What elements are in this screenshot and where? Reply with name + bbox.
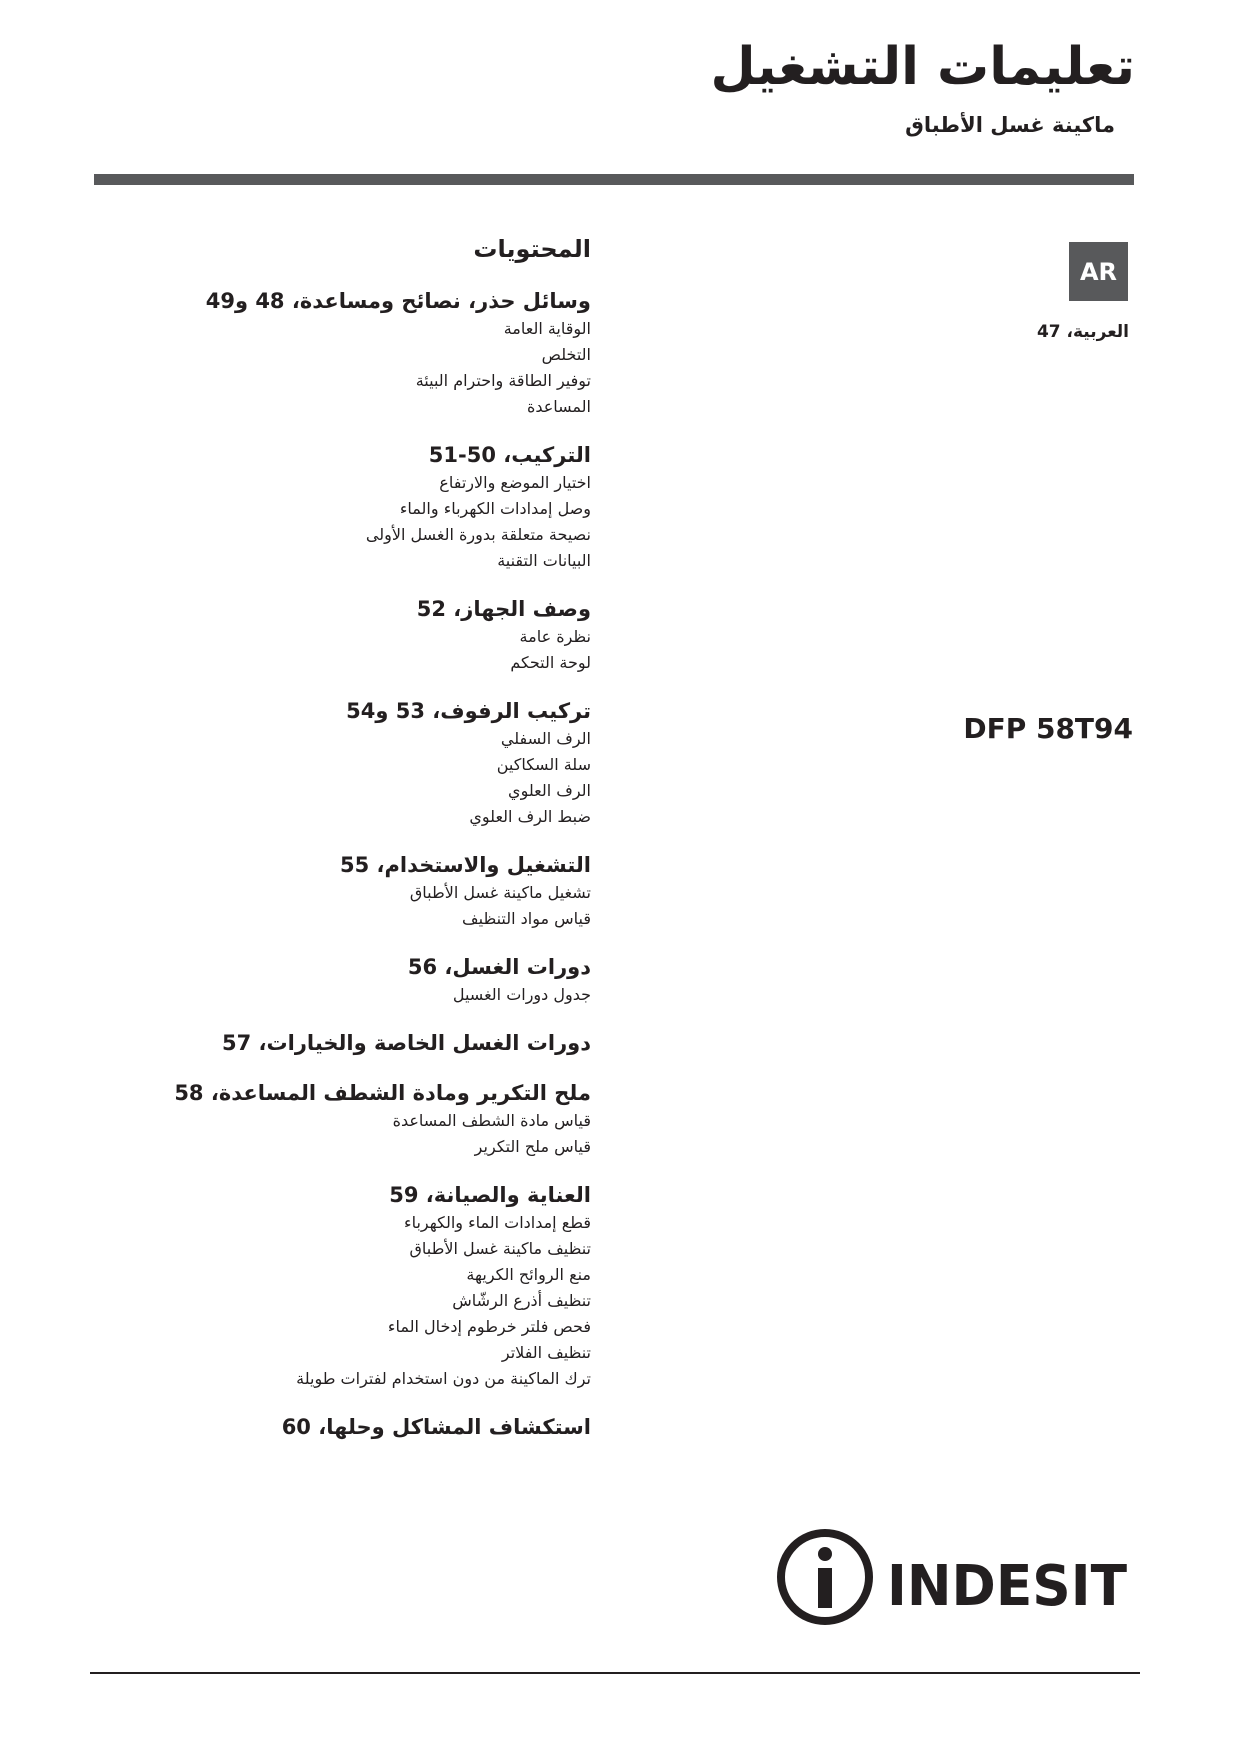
toc-section-title: ملح التكرير ومادة الشطف المساعدة، 58 [174,1081,591,1105]
toc-item: البيانات التقنية [497,551,591,570]
toc-section [171,286,591,420]
toc-section-title: تركيب الرفوف، 53 و54 [346,699,591,723]
table-of-contents [171,232,591,1462]
toc-item: منع الروائح الكريهة [466,1265,591,1284]
toc-section-title: دورات الغسل الخاصة والخيارات، 57 [222,1031,591,1055]
toc-item: تنظيف الفلاتر [501,1343,591,1362]
toc-item: توفير الطاقة واحترام البيئة [415,371,591,390]
toc-section [171,696,591,830]
toc-item: الوقاية العامة [503,319,591,338]
toc-item: وصل إمدادات الكهرباء والماء [399,499,591,518]
toc-section-title: وسائل حذر، نصائح ومساعدة، 48 و49 [205,289,591,313]
toc-item: قياس ملح التكرير [474,1137,591,1156]
logo-dot-icon [818,1547,832,1561]
toc-item: سلة السكاكين [496,755,591,774]
toc-section-title: استكشاف المشاكل وحلها، 60 [281,1415,591,1439]
toc-item: قياس مواد التنظيف [462,909,591,928]
bottom-divider [90,1672,1140,1674]
toc-item: المساعدة [526,397,591,416]
logo-stem-icon [818,1568,832,1608]
toc-sections [171,286,591,1442]
toc-section-title: دورات الغسل، 56 [407,955,591,979]
toc-item: قياس مادة الشطف المساعدة [392,1111,591,1130]
toc-item: لوحة التحكم [510,653,591,672]
toc-item: تنظيف أذرع الرشّاش [452,1291,591,1310]
toc-item: الرف السفلي [500,729,591,748]
toc-section [171,1078,591,1160]
brand-name: INDESIT [887,1554,1127,1619]
toc-section [171,1412,591,1442]
toc-section [171,1028,591,1058]
toc-heading: المحتويات [473,235,591,263]
toc-item: ترك الماكينة من دون استخدام لفترات طويلة [296,1369,591,1388]
model-number: DFP 58T94 [963,712,1133,745]
toc-item: نظرة عامة [519,627,591,646]
language-badge: AR [1069,242,1128,301]
toc-section [171,440,591,574]
toc-section [171,1180,591,1392]
indesit-logo [775,1527,1130,1627]
toc-item: ضبط الرف العلوي [469,807,591,826]
top-divider [94,174,1134,185]
toc-section-title: العناية والصيانة، 59 [389,1183,591,1207]
toc-item: تنظيف ماكينة غسل الأطباق [409,1239,591,1258]
toc-item: جدول دورات الغسيل [452,985,591,1004]
toc-section-title: التشغيل والاستخدام، 55 [340,853,591,877]
page-title: تعليمات التشغيل [710,37,1135,97]
toc-item: نصيحة متعلقة بدورة الغسل الأولى [365,525,591,544]
toc-item: فحص فلتر خرطوم إدخال الماء [387,1317,591,1336]
page-subtitle: ماكينة غسل الأطباق [905,113,1115,137]
toc-section [171,594,591,676]
toc-item: الرف العلوي [508,781,591,800]
toc-section [171,952,591,1008]
toc-item: تشغيل ماكينة غسل الأطباق [409,883,591,902]
language-page-reference: العربية، 47 [1036,322,1129,342]
toc-item: التخلص [541,345,591,364]
toc-section-title: وصف الجهاز، 52 [416,597,591,621]
toc-item: اختيار الموضع والارتفاع [439,473,591,492]
toc-section-title: التركيب، 50-51 [428,443,591,467]
toc-item: قطع إمدادات الماء والكهرباء [404,1213,591,1232]
toc-section [171,850,591,932]
